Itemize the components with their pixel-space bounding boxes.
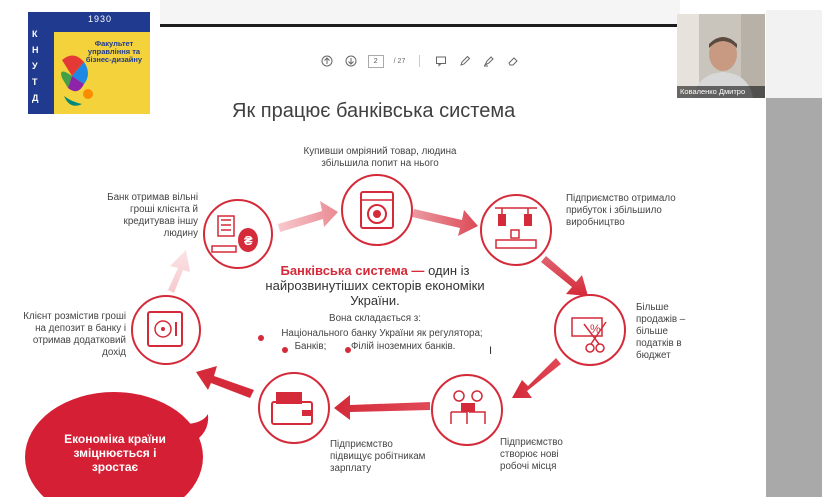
bubble-tail bbox=[184, 414, 224, 454]
logo-letter: Т bbox=[32, 77, 38, 87]
safe-circle bbox=[132, 296, 200, 364]
center-heading bbox=[240, 263, 510, 308]
economy-text: Економіка країни зміцнюється і зростає bbox=[64, 432, 166, 474]
arrow-salary-to-deposit bbox=[196, 366, 254, 398]
step-label-salary: Підприємство підвищує робітникам зарплату bbox=[330, 439, 426, 474]
step-label-deposit: Клієнт розмістив гроші на депозит в банку і отримав додатковий дохід bbox=[23, 311, 126, 358]
center-heading-rest: один із найрозвинутіших секторів економіки України. bbox=[265, 263, 485, 308]
svg-text:₴: ₴ bbox=[244, 233, 253, 248]
step-label-bank: Банк отримав вільні гроші клієнта й кредитував іншу людину bbox=[107, 192, 198, 239]
consists-label: Вона складається з: bbox=[329, 313, 421, 324]
jobs-circle bbox=[432, 375, 502, 445]
step-label-jobs: Підприємство створює нові робочі місця bbox=[500, 437, 563, 472]
arrow-bank-to-purchase bbox=[278, 201, 338, 232]
page-total: / 27 bbox=[393, 57, 406, 65]
bullet-banks: Банків; bbox=[294, 341, 327, 352]
washing-machine-circle bbox=[342, 175, 412, 245]
slide-title: Як працює банківська система bbox=[232, 100, 516, 122]
faculty-name: Факультет управління та бізнес-дизайну bbox=[85, 39, 143, 64]
wallet-circle bbox=[259, 373, 329, 443]
page-number-input[interactable]: 2 bbox=[368, 55, 384, 68]
bullet-banks-row bbox=[240, 340, 510, 353]
step-label-purchase: Купивши омріяний товар, людина збільшила попит на нього bbox=[303, 146, 457, 169]
center-heading-bold: Банківська система — bbox=[280, 263, 425, 278]
center-description bbox=[240, 263, 510, 353]
bullet-foreign: Філій іноземних банків. bbox=[351, 341, 456, 352]
step-label-taxes: Більше продажів – більше податків в бюджет bbox=[636, 302, 686, 361]
arrow-production-to-sales bbox=[541, 256, 588, 296]
bank-circle bbox=[204, 200, 272, 268]
step-label-production: Підприємство отримало прибуток і збільшило виробництво bbox=[566, 193, 676, 228]
tax-circle bbox=[555, 295, 625, 365]
text-cursor-icon: I bbox=[489, 345, 493, 357]
bullet-nbu: Національного банку України як регулятора; bbox=[281, 328, 483, 339]
logo-letter: У bbox=[32, 61, 38, 71]
arrow-sales-to-jobs bbox=[512, 358, 561, 398]
arrow-purchase-to-production bbox=[412, 209, 478, 236]
logo-letter: К bbox=[32, 29, 38, 39]
participant-name: Коваленко Дмитро bbox=[677, 86, 765, 98]
arrow-jobs-to-salary bbox=[334, 395, 430, 420]
logo-year: 1930 bbox=[88, 14, 113, 24]
arrow-deposit-to-bank bbox=[168, 250, 190, 293]
logo-letter: Д bbox=[32, 93, 39, 103]
svg-text:%: % bbox=[590, 322, 601, 336]
logo-letter: Н bbox=[32, 45, 39, 55]
factory-circle bbox=[481, 195, 551, 265]
